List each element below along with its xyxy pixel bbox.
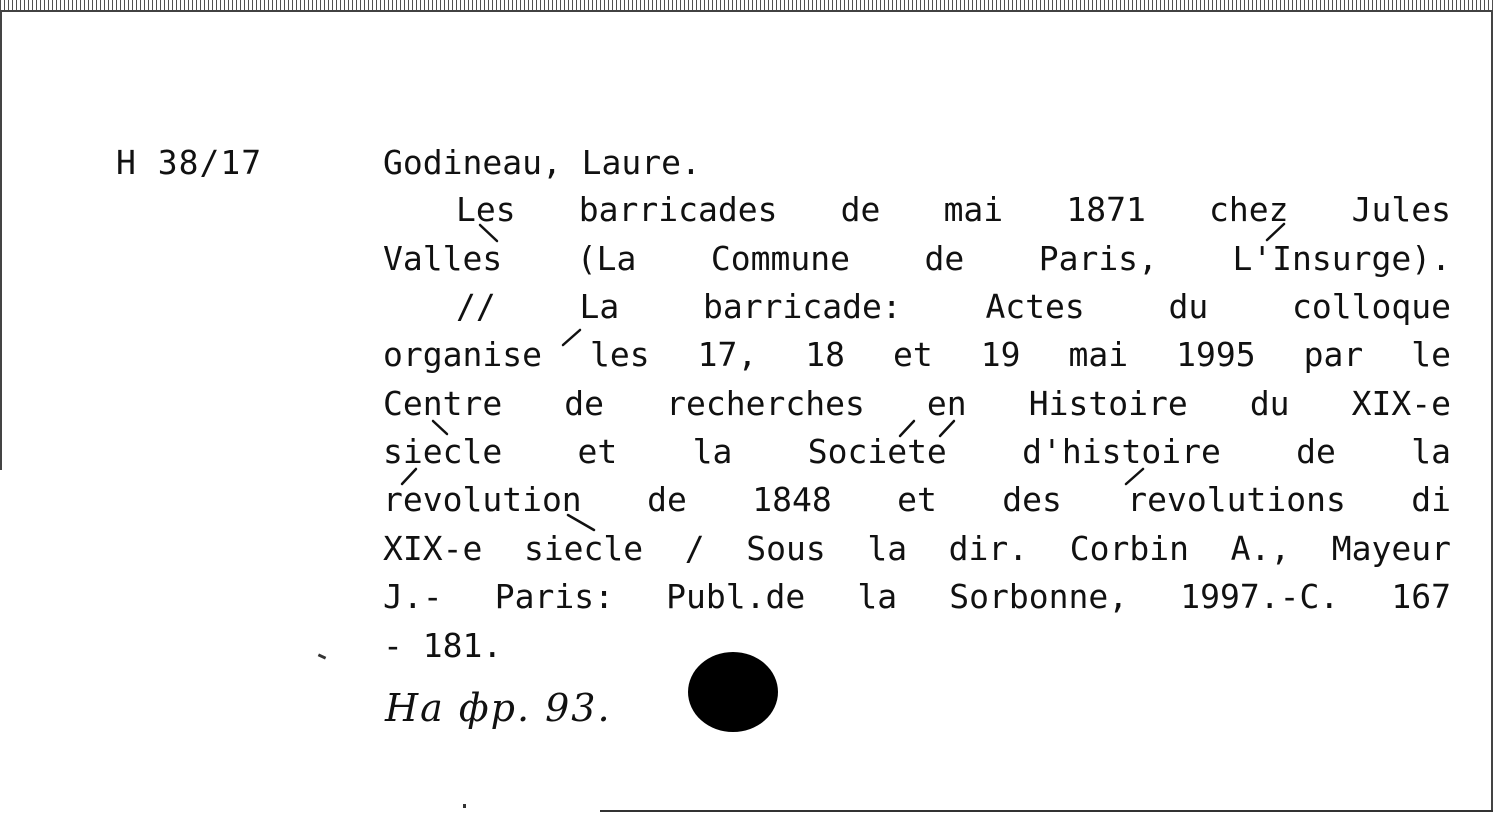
card-bottom-edge — [600, 810, 1493, 812]
entry-line: Valles (La Commune de Paris, L'Insurge). — [383, 239, 1451, 278]
entry-line: organise les 17, 18 et 19 mai 1995 par le — [383, 335, 1451, 374]
entry-line: Centre de recherches en Histoire du XIX-e — [383, 384, 1451, 423]
entry-line: - 181. — [383, 626, 503, 665]
entry-line: Les barricades de mai 1871 chez Jules — [456, 190, 1451, 229]
entry-line: // La barricade: Actes du colloque — [456, 287, 1451, 326]
entry-line: J.- Paris: Publ.de la Sorbonne, 1997.-C. 167 — [383, 577, 1451, 616]
ink-speck — [318, 653, 327, 659]
entry-line: revolution de 1848 et des revolutions di — [383, 480, 1451, 519]
card-left-edge — [0, 10, 2, 470]
ink-speck — [463, 804, 466, 808]
entry-line: XIX-e siecle / Sous la dir. Corbin A., Mayeur — [383, 529, 1451, 568]
handwritten-note: На фр. 93. — [385, 686, 612, 730]
call-number: H 38/17 — [116, 143, 263, 182]
entry-line: siecle et la Societe d'histoire de la — [383, 432, 1451, 471]
card-top-border — [0, 0, 1493, 12]
author-name: Godineau, Laure. — [383, 143, 701, 182]
punch-hole — [688, 652, 778, 732]
